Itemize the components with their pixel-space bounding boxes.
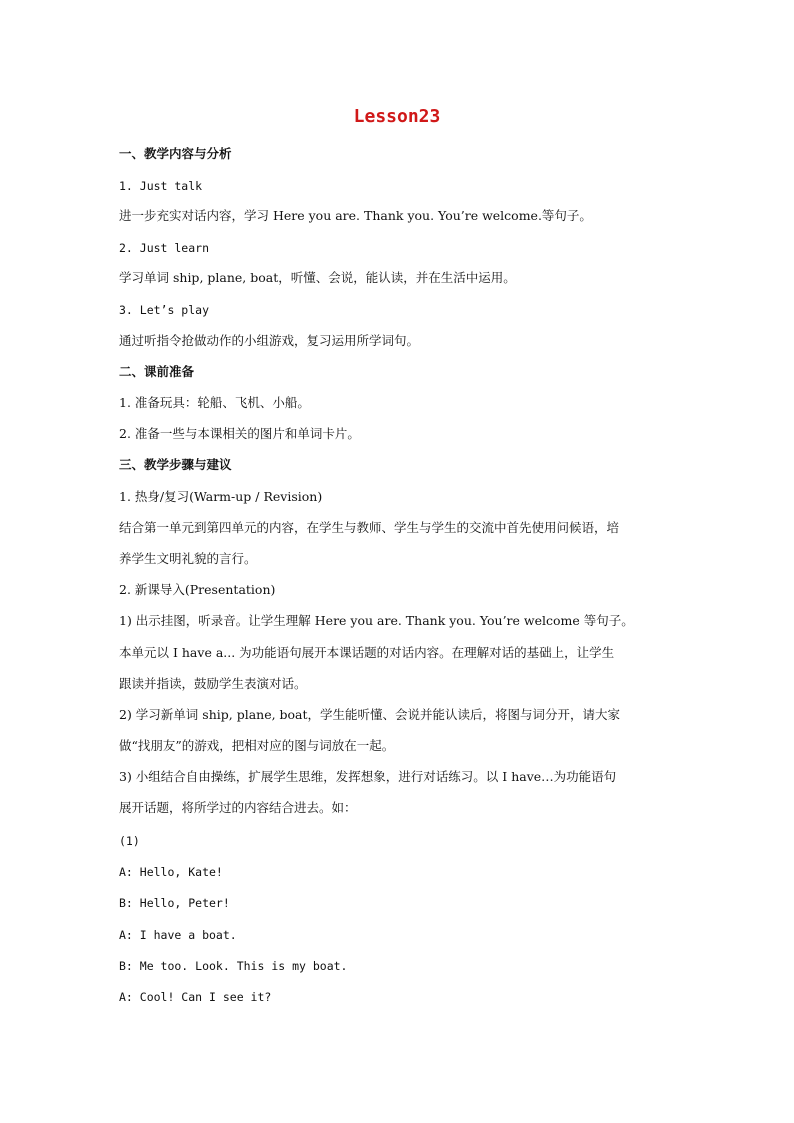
- example-number: (1): [119, 834, 140, 848]
- paragraph-presentation-3-line-2: 展开话题，将所学过的内容结合进去。如：: [119, 800, 357, 815]
- paragraph-presentation-2-line-2: 做“找朋友”的游戏，把相对应的图与词放在一起。: [119, 738, 395, 753]
- paragraph-warm-up-line-1: 结合第一单元到第四单元的内容，在学生与教师、学生与学生的交流中首先使用问候语，培: [119, 520, 620, 535]
- section-heading-preparation: 二、课前准备: [119, 364, 195, 379]
- preparation-item-1: 1. 准备玩具：轮船、飞机、小船。: [119, 395, 310, 410]
- preparation-item-2: 2. 准备一些与本课相关的图片和单词卡片。: [119, 426, 360, 441]
- paragraph-presentation-1-line-2: 本单元以 I have a... 为功能语句展开本课话题的对话内容。在理解对话的基础上，让学生: [119, 645, 615, 660]
- page-title: Lesson23: [353, 106, 441, 127]
- dialogue-line: B: Hello, Peter!: [119, 896, 230, 910]
- section-heading-content-analysis: 一、教学内容与分析: [119, 146, 232, 161]
- item-lets-play: 3. Let’s play: [119, 303, 210, 317]
- dialogue-line: A: I have a boat.: [119, 928, 237, 942]
- paragraph-warm-up-line-2: 养学生文明礼貌的言行。: [119, 551, 257, 566]
- paragraph-presentation-1-line-1: 1) 出示挂图，听录音。让学生理解 Here you are. Thank you. You’re welcome 等句子。: [119, 613, 634, 628]
- paragraph-just-talk: 进一步充实对话内容，学习 Here you are. Thank you. You’re welcome.等句子。: [119, 208, 592, 223]
- paragraph-presentation-3-line-1: 3) 小组结合自由操练，扩展学生思维，发挥想象，进行对话练习。以 I have…为功能语句: [119, 769, 617, 784]
- dialogue-line: A: Cool! Can I see it?: [119, 990, 272, 1004]
- paragraph-presentation-2-line-1: 2) 学习新单词 ship, plane, boat，学生能听懂、会说并能认读后，将图与词分开，请大家: [119, 707, 621, 722]
- paragraph-presentation-1-line-3: 跟读并指读，鼓励学生表演对话。: [119, 676, 307, 691]
- paragraph-just-learn: 学习单词 ship, plane, boat，听懂、会说，能认读，并在生活中运用。: [119, 270, 516, 285]
- dialogue-line: A: Hello, Kate!: [119, 865, 223, 879]
- item-just-learn: 2. Just learn: [119, 241, 210, 255]
- paragraph-lets-play: 通过听指令抢做动作的小组游戏，复习运用所学词句。: [119, 333, 420, 348]
- step-warm-up: 1. 热身/复习(Warm-up / Revision): [119, 489, 323, 504]
- item-just-talk: 1. Just talk: [119, 179, 203, 193]
- dialogue-line: B: Me too. Look. This is my boat.: [119, 959, 348, 973]
- step-presentation: 2. 新课导入(Presentation): [119, 582, 276, 597]
- section-heading-teaching-steps: 三、教学步骤与建议: [119, 457, 232, 472]
